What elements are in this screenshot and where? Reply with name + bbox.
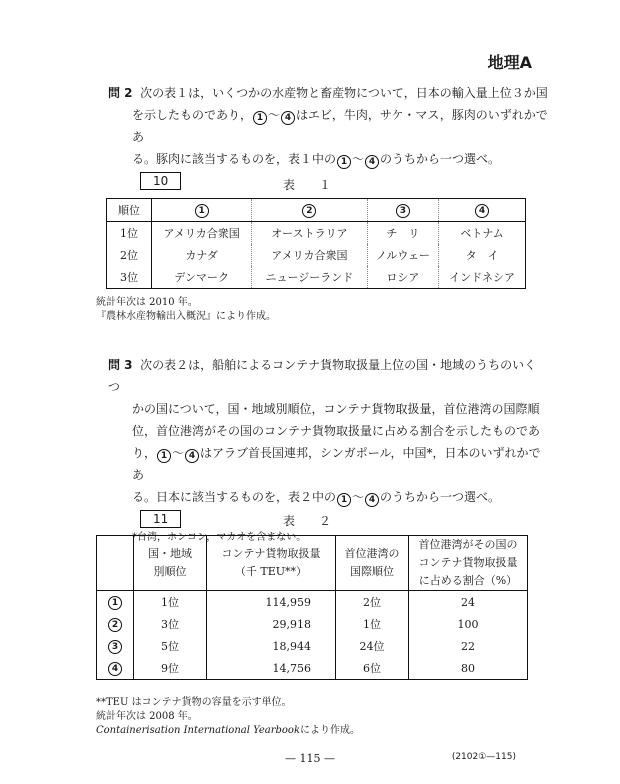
table-cell: 22 — [409, 635, 528, 657]
header-line: コンテナ貨物取扱量 — [418, 556, 518, 569]
question-text: を示したものであり， — [132, 108, 253, 122]
table-cell: 2位 — [336, 591, 409, 614]
table-header-cell — [439, 199, 526, 222]
table-cell: 114,959 — [207, 591, 336, 614]
circled-number-icon: 4 — [281, 111, 295, 125]
table-row — [107, 244, 526, 266]
table-cell: ニュージーランド — [252, 266, 367, 289]
table-cell: ベトナム — [439, 222, 526, 245]
note: 統計年次は 2008 年。 — [96, 711, 198, 722]
table-cell: 5位 — [134, 635, 207, 657]
source-rest: により作成。 — [300, 725, 360, 736]
question-text: り， — [132, 446, 157, 460]
question-text: はエビ，牛肉，サケ・マス，豚肉のいずれかであ — [132, 108, 548, 144]
question-text: る。日本に該当するものを，表２中の — [132, 490, 337, 504]
circled-number-icon: 1 — [337, 493, 351, 507]
header-line: 首位港湾がその国の — [418, 538, 518, 551]
table-header-row — [97, 536, 528, 591]
question-number: 問 3 — [108, 358, 133, 372]
note: 『農林水産物輸出入概況』により作成。 — [96, 311, 276, 322]
tilde: ～ — [352, 152, 365, 166]
table-header-row — [107, 199, 526, 222]
question-text: かの国について，国・地域別順位，コンテナ貨物取扱量，首位港湾の国際順 — [132, 402, 540, 416]
table-header-cell: 順位 — [107, 199, 152, 222]
circled-number-icon: 1 — [253, 111, 267, 125]
question-text: 位，首位港湾がその国のコンテナ貨物取扱量に占める割合を示したものであ — [132, 424, 541, 438]
header-line: に占める割合（%） — [418, 574, 518, 587]
tilde: ～ — [172, 446, 185, 460]
table-cell: オーストラリア — [252, 222, 367, 245]
table-1-notes — [96, 296, 276, 324]
table-cell: 100 — [409, 613, 528, 635]
table-header-cell — [134, 536, 207, 591]
header-line: 国・地域 — [148, 547, 192, 560]
circled-number-icon: 4 — [365, 493, 379, 507]
table-cell: 24 — [409, 591, 528, 614]
header-line: 国際順位 — [350, 565, 394, 578]
subject-title: 地理A — [487, 53, 532, 72]
table-cell — [97, 635, 134, 657]
table-cell: 6位 — [336, 657, 409, 680]
table-cell: デンマーク — [174, 271, 230, 284]
table-1-caption: 表 １ — [282, 178, 337, 192]
table-cell: 1位 — [134, 591, 207, 614]
question-text: 次の表１は，いくつかの水産物と畜産物について，日本の輸入量上位３か国 — [140, 86, 548, 100]
table-row — [107, 222, 526, 245]
note: **TEU はコンテナ貨物の容量を示す単位。 — [96, 697, 292, 708]
table-header-cell — [252, 199, 367, 222]
table-cell: 29,918 — [207, 613, 336, 635]
circled-number-icon: 2 — [108, 618, 122, 632]
table-header-cell — [367, 199, 439, 222]
circled-number-icon: 1 — [337, 155, 351, 169]
header-line: コンテナ貨物取扱量 — [221, 547, 321, 560]
footnote: *台湾，ホンコン，マカオを含まない。 — [132, 532, 307, 543]
table-cell: 14,756 — [207, 657, 336, 680]
table-cell — [97, 591, 134, 614]
header-line: 別順位 — [153, 565, 187, 578]
table-2-caption: 表 ２ — [282, 514, 337, 528]
table-cell: カナダ — [185, 249, 218, 262]
circled-number-icon: 3 — [396, 204, 410, 218]
table-cell: アメリカ合衆国 — [163, 227, 240, 240]
table-cell: 18,944 — [207, 635, 336, 657]
table-cell — [97, 613, 134, 635]
table-header-cell — [409, 536, 528, 591]
table-header-cell — [207, 536, 336, 591]
tilde: ～ — [352, 490, 365, 504]
table-cell: 80 — [409, 657, 528, 680]
circled-number-icon: 4 — [185, 449, 199, 463]
table-row — [97, 613, 528, 635]
table-header-cell — [336, 536, 409, 591]
question-text: 次の表２は，船舶によるコンテナ貨物取扱量上位の国・地域のうちのいくつ — [108, 358, 537, 394]
table-header-cell — [152, 199, 252, 222]
table-cell: 1位 — [336, 613, 409, 635]
circled-number-icon: 2 — [302, 204, 316, 218]
circled-number-icon: 4 — [108, 662, 122, 676]
table-cell: 2位 — [107, 244, 152, 266]
answer-box-10[interactable]: 10 — [140, 172, 181, 190]
question-text: る。豚肉に該当するものを，表１中の — [132, 152, 337, 166]
table-row — [97, 591, 528, 614]
table-1 — [106, 198, 526, 289]
page-number: — 115 — — [285, 752, 335, 765]
question-text: のうちから一つ選べ。 — [380, 490, 501, 504]
tilde: ～ — [268, 108, 281, 122]
source-title: Containerisation International Yearbook — [96, 725, 300, 736]
circled-number-icon: 3 — [108, 640, 122, 654]
table-cell: アメリカ合衆国 — [252, 244, 367, 266]
circled-number-icon: 1 — [195, 204, 209, 218]
table-header-cell — [97, 536, 134, 591]
table-row — [97, 657, 528, 680]
question-number: 問 2 — [108, 86, 133, 100]
question-text: はアラブ首長国連邦，シンガポール，中国*，日本のいずれかであ — [132, 446, 541, 482]
table-cell: 3位 — [134, 613, 207, 635]
table-cell: チ リ — [367, 222, 439, 245]
question-text: のうちから一つ選べ。 — [380, 152, 501, 166]
header-line: （千 TEU**） — [234, 565, 308, 578]
table-cell — [97, 657, 134, 680]
table-cell: ノルウェー — [367, 244, 439, 266]
table-cell: 3位 — [107, 266, 152, 289]
table-row — [97, 635, 528, 657]
table-2-notes — [96, 696, 360, 738]
note — [96, 724, 360, 738]
table-cell: インドネシア — [439, 266, 526, 289]
table-cell: 1位 — [107, 222, 152, 245]
circled-number-icon: 1 — [108, 596, 122, 610]
answer-box-11[interactable]: 11 — [140, 510, 181, 528]
circled-number-icon: 4 — [365, 155, 379, 169]
circled-number-icon: 4 — [475, 204, 489, 218]
circled-number-icon: 1 — [157, 449, 171, 463]
table-cell: 24位 — [336, 635, 409, 657]
page-code: (2102①—115) — [451, 752, 516, 762]
table-2 — [96, 535, 528, 680]
header-line: 首位港湾の — [344, 547, 400, 560]
table-cell: ロシア — [367, 266, 439, 289]
table-row — [107, 266, 526, 289]
table-cell: タ イ — [439, 244, 526, 266]
table-cell: 9位 — [134, 657, 207, 680]
note: 統計年次は 2010 年。 — [96, 297, 198, 308]
